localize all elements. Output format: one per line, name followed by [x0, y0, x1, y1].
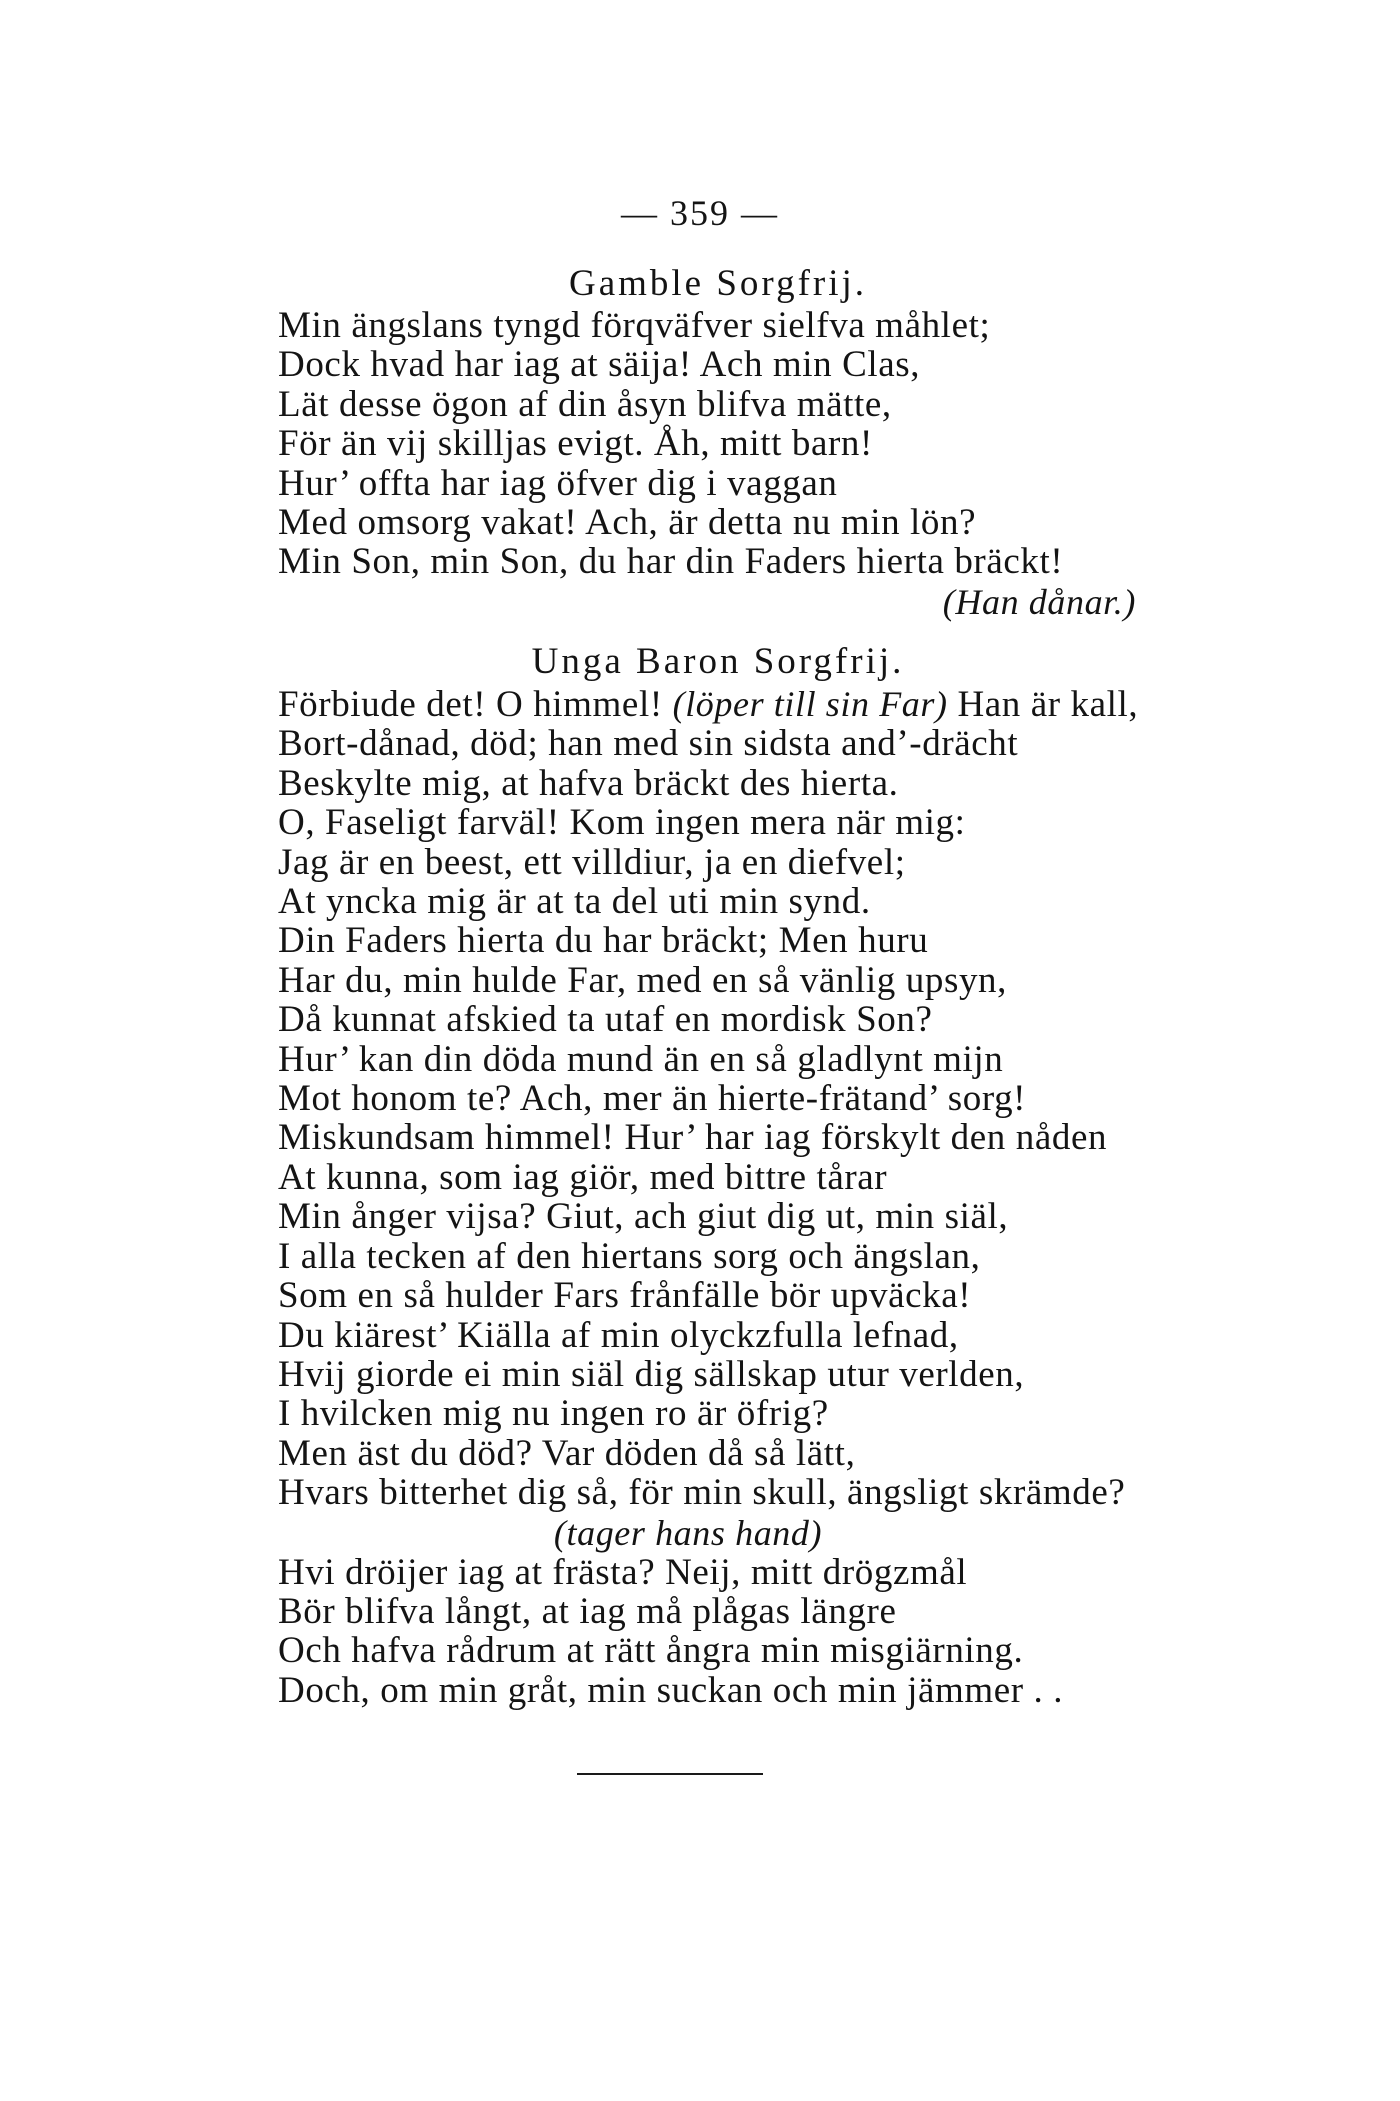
- speaker-name: Gamble Sorgfrij.: [568, 263, 868, 304]
- verse-line: Har du, min hulde Far, med en så vänlig upsyn,: [278, 959, 1007, 1001]
- stage-direction: (Han dånar.): [942, 581, 1136, 622]
- verse-line: Som en så hulder Fars frånfälle bör upväcka!: [278, 1275, 972, 1317]
- verse-line: Men äst du död? Var döden då så lätt,: [278, 1432, 856, 1474]
- verse-line: Jag är en beest, ett villdiur, ja en diefvel;: [278, 841, 906, 883]
- verse-line: Hur’ kan din döda mund än en så gladlynt mijn: [278, 1038, 1004, 1080]
- verse-line: Doch, om min gråt, min suckan och min jämmer . .: [278, 1669, 1064, 1711]
- verse-line: Och hafva rådrum at rätt ångra min misgiärning.: [278, 1630, 1024, 1672]
- end-rule: [577, 1773, 763, 1775]
- page-number: — 359 —: [621, 193, 779, 233]
- verse-text: Han är kall,: [947, 684, 1139, 725]
- verse-line: Min ånger vijsa? Giut, ach giut dig ut, min siäl,: [278, 1196, 1009, 1238]
- verse-line: O, Faseligt farväl! Kom ingen mera när mig:: [278, 802, 966, 844]
- verse-line: Beskylte mig, at hafva bräckt des hierta.: [278, 762, 899, 804]
- verse-line: Du kiärest’ Kiälla af min olyckzfulla lefnad,: [278, 1314, 959, 1356]
- verse-line: Med omsorg vakat! Ach, är detta nu min lön?: [278, 502, 977, 544]
- verse-line: Bör blifva långt, at iag må plågas längre: [278, 1590, 897, 1632]
- verse-line: För än vij skilljas evigt. Åh, mitt barn!: [278, 423, 873, 465]
- verse-line: Dock hvad har iag at säija! Ach min Clas,: [278, 344, 921, 386]
- verse-text: Förbiude det! O himmel!: [278, 684, 673, 725]
- verse-line: Miskundsam himmel! Hur’ har iag förskylt den nåden: [278, 1117, 1108, 1159]
- verse-line: Hvij giorde ei min siäl dig sällskap utur verlden,: [278, 1353, 1025, 1395]
- stage-direction: (tager hans hand): [553, 1512, 823, 1553]
- verse-line: Hvars bitterhet dig så, för min skull, ängsligt skrämde?: [278, 1472, 1126, 1514]
- verse-line: Hur’ offta har iag öfver dig i vaggan: [278, 462, 838, 504]
- verse-line: Min Son, min Son, du har din Faders hierta bräckt!: [278, 541, 1064, 583]
- verse-line: Hvi dröijer iag at frästa? Neij, mitt drögzmål: [278, 1551, 968, 1593]
- verse-line: I alla tecken af den hiertans sorg och ängslan,: [278, 1235, 981, 1277]
- verse-line: [278, 684, 1158, 724]
- speech-unga-baron-sorgfrij: [278, 640, 1158, 1710]
- verse-line: Bort-dånad, död; han med sin sidsta and’-drächt: [278, 723, 1019, 765]
- verse-line: At kunna, som iag giör, med bittre tårar: [278, 1156, 888, 1198]
- verse-line: Lät desse ögon af din åsyn blifva mätte,: [278, 383, 892, 425]
- speaker-name: Unga Baron Sorgfrij.: [531, 641, 905, 682]
- verse-line: Din Faders hierta du har bräckt; Men huru: [278, 920, 929, 962]
- verse-line: Då kunnat afskied ta utaf en mordisk Son?: [278, 999, 933, 1041]
- verse-line: Mot honom te? Ach, mer än hierte-frätand’ sorg!: [278, 1078, 1027, 1120]
- speech-gamble-sorgfrij: [278, 262, 1158, 622]
- inline-stage-direction: (löper till sin Far): [672, 684, 948, 724]
- verse-line: Min ängslans tyngd förqväfver sielfva måhlet;: [278, 305, 991, 346]
- verse-line: I hvilcken mig nu ingen ro är öfrig?: [278, 1393, 829, 1435]
- verse-line: At yncka mig är at ta del uti min synd.: [278, 881, 871, 923]
